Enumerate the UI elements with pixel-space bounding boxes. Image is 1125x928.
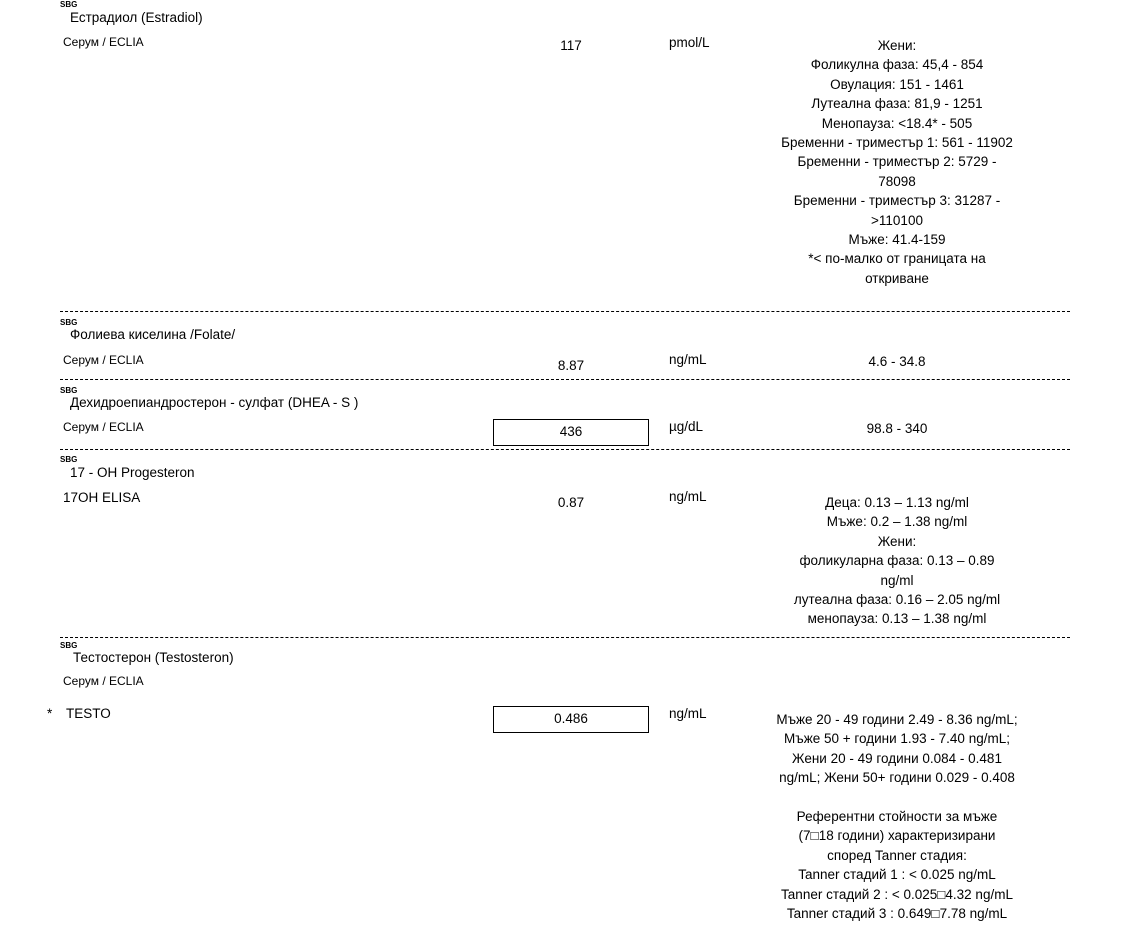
reference-line: според Tanner стадия:: [827, 847, 967, 863]
reference-line: Tanner стадий 1 : < 0.025 ng/mL: [798, 867, 996, 883]
row-divider: [60, 311, 1070, 312]
reference-line: Овулация: 151 - 1461: [830, 76, 964, 92]
sub-test-name: TESTO: [66, 706, 111, 721]
test-method: Серум / ECLIA: [63, 674, 144, 688]
test-method: Серум / ECLIA: [63, 353, 144, 367]
reference-range: [732, 710, 1062, 923]
reference-line: Tanner стадий 3 : 0.649□7.78 ng/mL: [786, 906, 1008, 922]
reference-line: Бременни - триместър 1: 561 - 11902: [781, 135, 1013, 151]
reference-line: Референтни стойности за мъже: [796, 809, 998, 825]
reference-line: ng/ml: [880, 572, 914, 588]
test-unit: pmol/L: [669, 35, 710, 50]
reference-line: (7□18 години) характеризирани: [798, 828, 996, 844]
reference-line: Мъже: 41.4-159: [848, 232, 946, 248]
reference-line: Tanner стадий 2 : < 0.025□4.32 ng/mL: [781, 886, 1013, 902]
test-unit: ng/mL: [669, 352, 707, 367]
reference-range: [732, 419, 1062, 438]
lab-code: SBG: [60, 386, 78, 395]
lab-code: SBG: [60, 0, 78, 9]
test-name: Тестостерон (Testosteron): [73, 650, 234, 665]
reference-line: менопауза: 0.13 – 1.38 ng/ml: [807, 611, 987, 627]
reference-line: Мъже: 0.2 – 1.38 ng/ml: [826, 514, 968, 530]
reference-line: Менопауза: <18.4* - 505: [821, 115, 973, 131]
test-value: 0.87: [557, 495, 585, 510]
reference-range: [732, 36, 1062, 288]
test-unit: ng/mL: [669, 489, 707, 504]
reference-range: [732, 352, 1062, 371]
test-method: Серум / ECLIA: [63, 420, 144, 434]
test-name: Естрадиол (Estradiol): [70, 10, 203, 25]
reference-line: >110100: [871, 212, 923, 228]
lab-code: SBG: [60, 318, 78, 327]
reference-line: Жени:: [877, 533, 917, 549]
reference-line: лутеална фаза: 0.16 – 2.05 ng/ml: [793, 592, 1001, 608]
test-method: 17OH ELISA: [63, 490, 141, 505]
test-name: 17 - OH Progesteron: [70, 465, 195, 480]
reference-line: 78098: [878, 173, 916, 189]
reference-line: Жени:: [877, 38, 917, 53]
reference-line: Мъже 20 - 49 години 2.49 - 8.36 ng/mL;: [776, 712, 1018, 727]
test-unit: ng/mL: [669, 706, 707, 721]
reference-line: [732, 788, 1062, 807]
sub-test-marker: *: [47, 706, 53, 721]
test-value-flagged: 0.486: [493, 706, 649, 733]
reference-range: [732, 493, 1062, 629]
reference-line: Фоликулна фаза: 45,4 - 854: [810, 57, 984, 73]
reference-line: *< по-малко от границата на: [808, 251, 986, 267]
lab-code: SBG: [60, 455, 78, 464]
reference-line: Бременни - триместър 2: 5729 -: [797, 154, 997, 170]
reference-line: Лутеална фаза: 81,9 - 1251: [811, 96, 983, 112]
row-divider: [60, 379, 1070, 380]
row-divider: [60, 637, 1070, 638]
reference-line: Деца: 0.13 – 1.13 ng/ml: [825, 495, 969, 510]
test-value: 8.87: [557, 358, 585, 373]
row-divider: [60, 449, 1070, 450]
reference-line: фоликуларна фаза: 0.13 – 0.89: [799, 553, 995, 569]
reference-line: 98.8 - 340: [866, 421, 928, 436]
reference-line: 4.6 - 34.8: [868, 354, 926, 369]
reference-line: Жени 20 - 49 години 0.084 - 0.481: [792, 750, 1002, 766]
reference-line: откриване: [865, 270, 929, 286]
test-name: Дехидроепиандростерон - сулфат (DHEA - S ): [70, 395, 359, 410]
test-unit: µg/dL: [669, 419, 704, 434]
reference-line: ng/mL; Жени 50+ години 0.029 - 0.408: [779, 770, 1015, 786]
reference-line: Мъже 50 + години 1.93 - 7.40 ng/mL;: [784, 731, 1010, 747]
lab-code: SBG: [60, 641, 78, 650]
reference-line: Бременни - триместър 3: 31287 -: [793, 193, 1001, 209]
test-method: Серум / ECLIA: [63, 35, 144, 49]
test-value: 117: [560, 38, 582, 53]
test-name: Фолиева киселина /Folate/: [70, 327, 236, 342]
test-value-flagged: 436: [493, 419, 649, 446]
